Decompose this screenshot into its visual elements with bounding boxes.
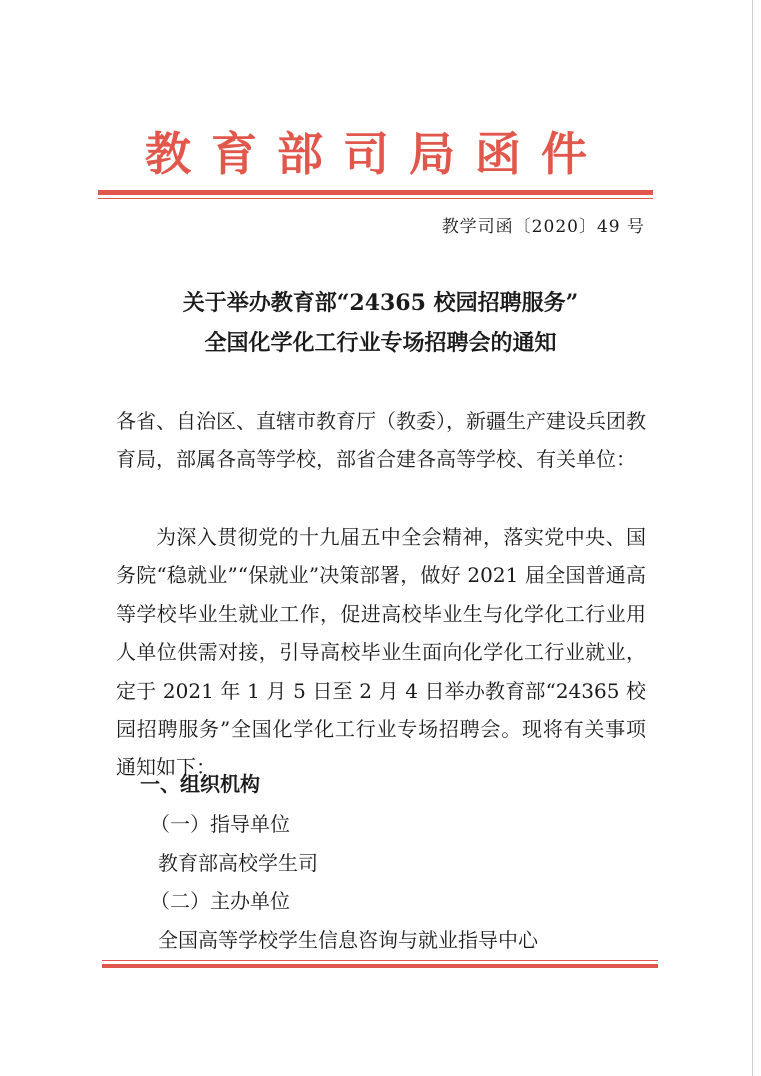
footer-rule-thick [102, 964, 658, 968]
guidance-unit: 教育部高校学生司 [158, 851, 318, 875]
subsection-heading-organizer: （二）主办单位 [150, 889, 290, 913]
document-number: 教学司函〔2020〕49 号 [441, 217, 645, 237]
document-title-line-2: 全国化学化工行业专场招聘会的通知 [204, 330, 557, 356]
page-edge-line [752, 0, 753, 1076]
intro-paragraph: 为深入贯彻党的十九届五中全会精神，落实党中央、国务院“稳就业”“保就业”决策部署，做好 2021 届全国普通高等学校毕业生就业工作，促进高校毕业生与化学化工行业用人单位供需对接，引导高校毕业生面向化学化工行业就业，定于 2021 年 1 月 5 日至 2 月 4 日举办教育部“24365 校园招聘服务”全国化学化工行业专场招聘会。现将有关事项通知如下： [116, 525, 646, 780]
letterhead-rule-thin [98, 198, 653, 199]
section-heading-organization: 一、组织机构 [140, 772, 260, 796]
document-title-line-1: 关于举办教育部“24365 校园招聘服务” [182, 290, 579, 316]
letterhead-title: 教育部司局函件 [145, 127, 607, 181]
salutation-paragraph: 各省、自治区、直辖市教育厅（教委），新疆生产建设兵团教育局，部属各高等学校，部省合建各高等学校、有关单位： [116, 409, 646, 472]
subsection-heading-guidance: （一）指导单位 [150, 812, 290, 836]
footer-rule-thin [102, 960, 658, 961]
organizer-unit: 全国高等学校学生信息咨询与就业指导中心 [158, 928, 538, 952]
letterhead-rule-thick [98, 190, 653, 195]
